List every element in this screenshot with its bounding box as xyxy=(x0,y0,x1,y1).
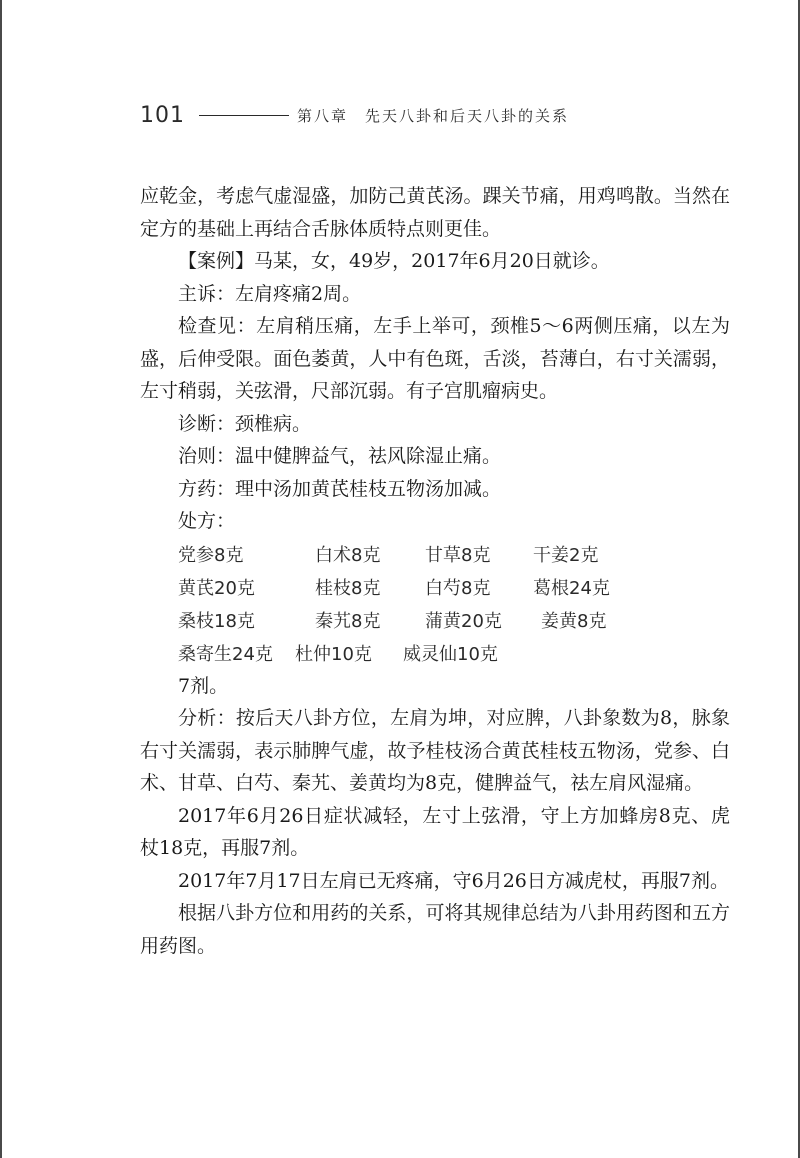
prescription-item: 桑寄生24克 xyxy=(178,644,273,665)
page-edge-left xyxy=(0,0,2,1158)
paragraph: 应乾金，考虑气虚湿盛，加防己黄芪汤。踝关节痛，用鸡鸣散。当然在定方的基础上再结合舌脉体质特点则更佳。 xyxy=(140,185,730,240)
paragraph-formula: 方药：理中汤加黄芪桂枝五物汤加减。 xyxy=(178,477,502,500)
paragraph-chief-complaint: 主诉：左肩疼痛2周。 xyxy=(178,282,362,305)
prescription-table xyxy=(178,538,730,670)
paragraph-followup-2: 2017年7月17日左肩已无疼痛，守6月26日方减虎杖，再服7剂。 xyxy=(178,869,729,892)
prescription-item: 黄芪20克 xyxy=(178,578,255,599)
paragraph-prescription-label: 处方： xyxy=(178,510,236,532)
paragraph-treatment-principle: 治则：温中健脾益气，祛风除湿止痛。 xyxy=(178,445,502,467)
prescription-row xyxy=(178,604,730,637)
prescription-item: 威灵仙10克 xyxy=(403,644,498,665)
prescription-item: 蒲黄20克 xyxy=(425,611,502,632)
prescription-item: 白术8克 xyxy=(315,545,381,566)
chapter-title: 第八章 先天八卦和后天八卦的关系 xyxy=(297,106,570,125)
header-rule xyxy=(199,115,289,116)
prescription-item: 桂枝8克 xyxy=(315,578,381,599)
paragraph-conclusion: 根据八卦方位和用药的关系，可将其规律总结为八卦用药图和五方用药图。 xyxy=(140,902,730,957)
prescription-row xyxy=(178,571,730,604)
prescription-item: 葛根24克 xyxy=(533,578,610,599)
case-heading: 【案例】马某，女，49岁，2017年6月20日就诊。 xyxy=(178,250,610,272)
prescription-item: 秦艽8克 xyxy=(315,611,381,632)
page-number: 101 xyxy=(140,102,185,128)
paragraph-analysis: 分析：按后天八卦方位，左肩为坤，对应脾，八卦象数为8，脉象右寸关濡弱，表示肺脾气虚，故予桂枝汤合黄芪桂枝五物汤，党参、白术、甘草、白芍、秦艽、姜黄均为8克，健脾益气，祛左肩风湿痛。 xyxy=(140,707,730,794)
prescription-item: 白芍8克 xyxy=(425,578,491,599)
prescription-item: 桑枝18克 xyxy=(178,611,255,632)
running-header xyxy=(140,100,740,130)
prescription-item: 党参8克 xyxy=(178,545,244,566)
prescription-item: 姜黄8克 xyxy=(541,611,607,632)
prescription-row xyxy=(178,637,730,670)
prescription-item: 甘草8克 xyxy=(425,545,491,566)
prescription-row xyxy=(178,538,730,571)
paragraph-examination: 检查见：左肩稍压痛，左手上举可，颈椎5～6两侧压痛，以左为盛，后伸受限。面色萎黄，人中有色斑，舌淡，苔薄白，右寸关濡弱，左寸稍弱，关弦滑，尺部沉弱。有子宫肌瘤病史。 xyxy=(140,315,730,402)
paragraph-followup-1: 2017年6月26日症状减轻，左寸上弦滑，守上方加蜂房8克、虎杖18克，再服7剂。 xyxy=(140,804,730,859)
prescription-item: 干姜2克 xyxy=(533,545,599,566)
prescription-item: 杜仲10克 xyxy=(295,644,372,665)
body-text xyxy=(140,180,730,962)
paragraph-diagnosis: 诊断：颈椎病。 xyxy=(178,412,312,435)
paragraph-dosage: 7剂。 xyxy=(178,674,229,697)
